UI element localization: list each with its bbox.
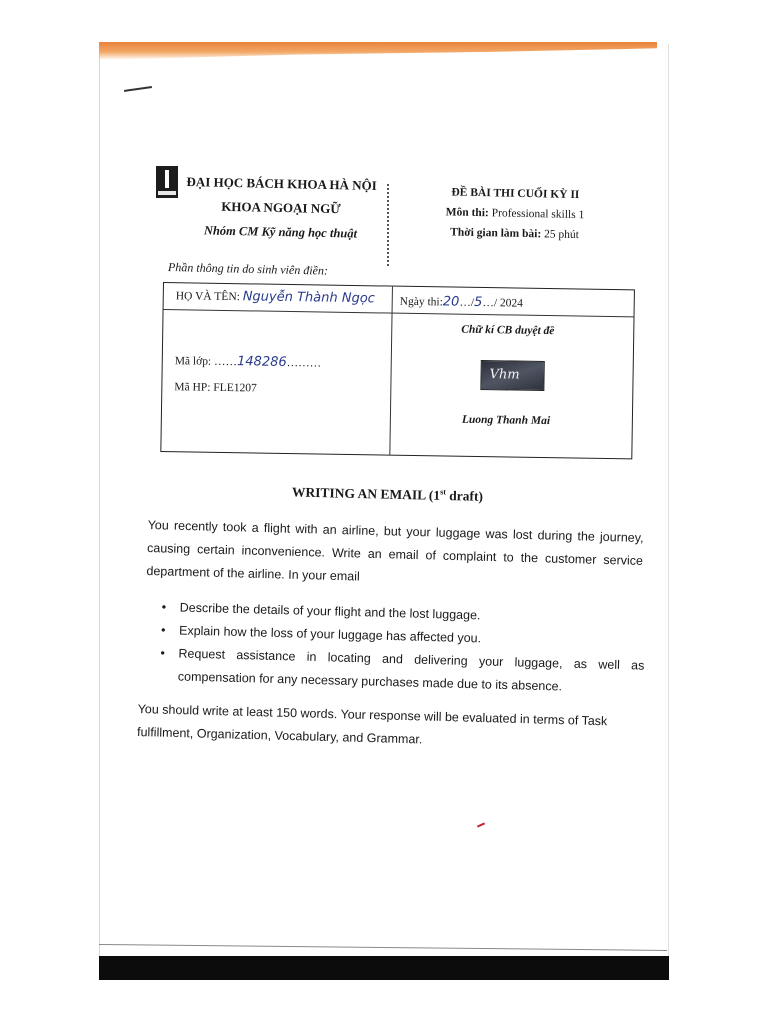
faculty-name: KHOA NGOẠI NGỮ (221, 198, 341, 217)
date-label: Ngày thi: (399, 295, 443, 309)
header-divider (387, 184, 389, 266)
task-title: WRITING AN EMAIL (1st draft) (291, 484, 484, 504)
approval-label: Chữ kí CB duyệt đề (461, 323, 555, 338)
list-item: • Describe the details of your flight and the lost luggage. (161, 596, 645, 632)
task-intro: You recently took a flight with an airline, but your luggage was lost during the journey, causing certain inconvenience. Write an email of complaint to the customer service department of the airline. In your email (146, 517, 644, 584)
institution-header (185, 170, 376, 246)
task-requirements (160, 596, 646, 701)
exam-title: ĐỀ BÀI THI CUỐI KỲ II (451, 186, 580, 202)
approver-name: Luong Thanh Mai (461, 413, 551, 428)
exam-header (429, 182, 600, 246)
date-month: 5 (473, 294, 483, 311)
date-day: 20 (442, 294, 460, 310)
name-row (176, 288, 375, 306)
date-row: Ngày thi:20…/5…/ 2024 (399, 294, 524, 311)
class-row (175, 353, 322, 370)
class-trail: ……… (286, 356, 322, 370)
student-info-box (160, 282, 635, 459)
exam-subject: Môn thi: Professional skills 1 (445, 206, 585, 222)
university-name: ĐẠI HỌC BÁCH KHOA HÀ NỘI (186, 174, 377, 193)
date-year: 2024 (499, 297, 524, 310)
task-closing: You should write at least 150 words. Your response will be evaluated in terms of Task fulfillment, Organization, Vocabulary, and Grammar. (136, 701, 608, 747)
group-name: Nhóm CM Kỹ năng học thuật (203, 223, 358, 241)
university-logo-icon (156, 166, 178, 198)
name-handwritten: Nguyễn Thành Ngọc (242, 289, 375, 307)
scan-edge-bottom (99, 956, 669, 980)
class-label: Mã lớp: …… (174, 355, 238, 369)
approver-signature: Vhm (480, 360, 544, 391)
exam-duration: Thời gian làm bài: 25 phút (450, 226, 580, 242)
info-caption: Phần thông tin do sinh viên điền: (167, 260, 329, 278)
list-item: • Request assistance in locating and delivering your luggage, as well as compensation for any necessary purchases made due to its absence. (160, 642, 645, 701)
list-item: • Explain how the loss of your luggage has affected you. (161, 619, 645, 655)
course-code: Mã HP: FLE1207 (174, 381, 257, 395)
name-label: HỌ VÀ TÊN: (175, 290, 240, 304)
class-handwritten: 148286 (236, 354, 287, 370)
